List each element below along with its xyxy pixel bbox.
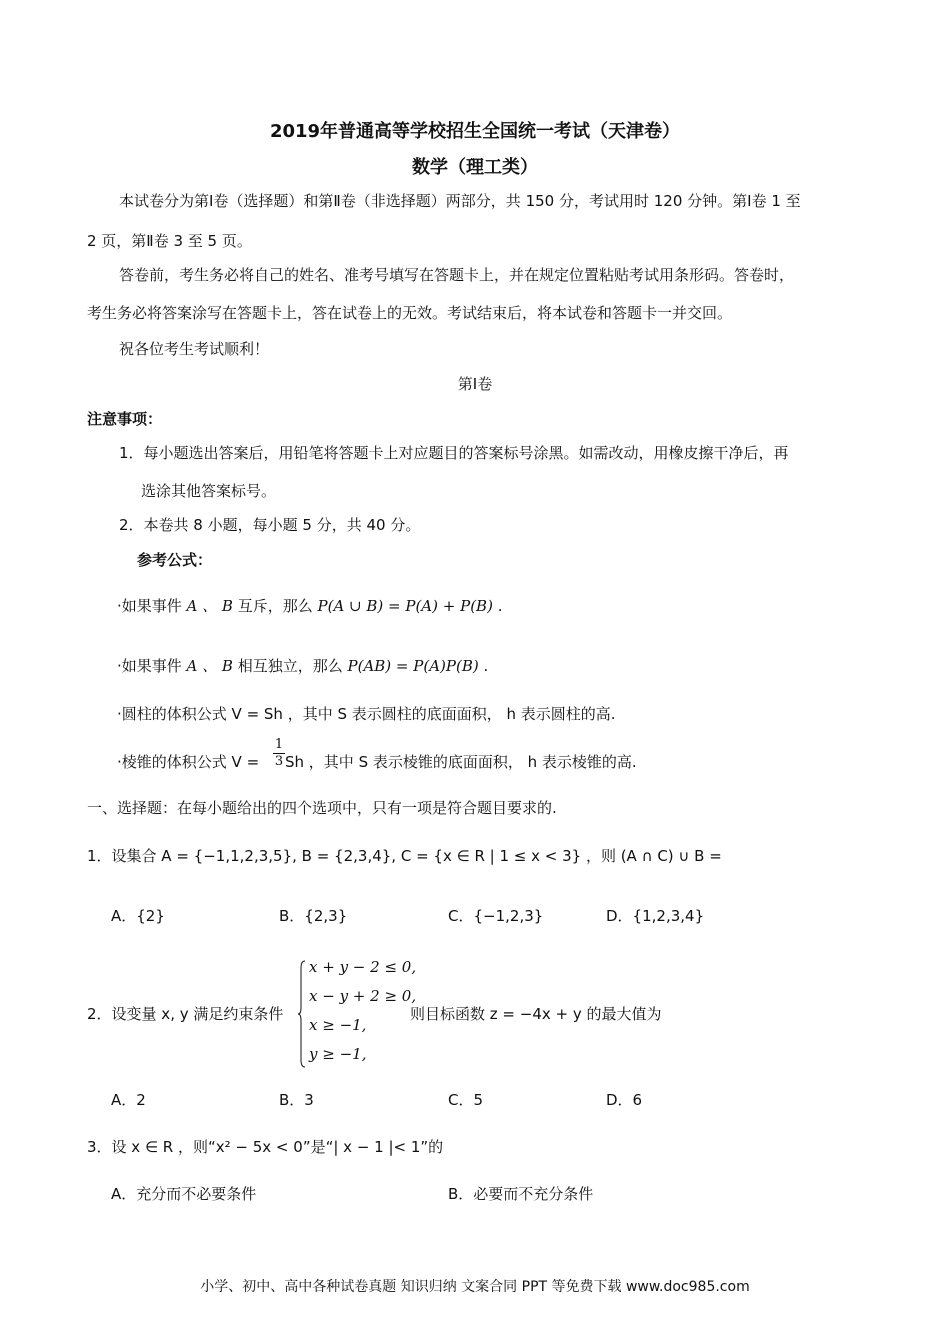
system-line-3: x ≥ −1, — [309, 1016, 367, 1034]
system-line-1: x + y − 2 ≤ 0, — [309, 958, 417, 976]
page-title: 2019年普通高等学校招生全国统一考试（天津卷） — [269, 121, 681, 142]
system-line-4: y ≥ −1, — [309, 1045, 367, 1063]
system-brace — [298, 960, 306, 1068]
formula-2-suffix: . — [478, 657, 489, 675]
question-2-option-d: D．6 — [606, 1091, 643, 1109]
question-1-stem: 1．设集合 A = {−1,1,2,3,5}, B = {2,3,4}, C = {x ∈ R | 1 ≤ x < 3} ，则 (A ∩ C) ∪ B = — [87, 847, 722, 865]
page-subtitle: 数学（理工类） — [412, 157, 538, 178]
intro-paragraph-2-line-1: 答卷前，考生务必将自己的姓名、准考号填写在答题卡上，并在规定位置粘贴考试用条形码。答卷时， — [119, 266, 795, 284]
question-1-option-c: C．{−1,2,3} — [448, 907, 544, 925]
formula-2-events: A 、 B — [186, 657, 233, 675]
formula-line-4-post: Sh ，其中 S 表示棱锥的底面面积， h 表示棱锥的高. — [285, 753, 637, 771]
formula-1-prefix: ·如果事件 — [117, 597, 187, 615]
choice-section-heading: 一、选择题：在每小题给出的四个选项中，只有一项是符合题目要求的. — [87, 799, 557, 817]
system-line-2: x − y + 2 ≥ 0, — [309, 987, 417, 1005]
formula-2-expression: P(AB) = P(A)P(B) — [347, 657, 479, 675]
page-footer: 小学、初中、高中各种试卷真题 知识归纳 文案合同 PPT 等免费下载 www.doc985.com — [200, 1279, 750, 1295]
question-3-stem: 3．设 x ∈ R ，则“x² − 5x < 0”是“| x − 1 |< 1”的 — [87, 1138, 444, 1156]
notice-item-1-line-2: 选涂其他答案标号。 — [141, 482, 277, 500]
intro-paragraph-1-line-2: 2 页，第Ⅱ卷 3 至 5 页。 — [87, 232, 252, 250]
question-2-stem-post: 则目标函数 z = −4x + y 的最大值为 — [410, 1005, 662, 1023]
formula-1-mid: 互斥，那么 — [232, 597, 318, 615]
formula-1-expression: P(A ∪ B) = P(A) + P(B) — [317, 597, 493, 615]
question-3-option-a: A．充分而不必要条件 — [111, 1185, 257, 1203]
notice-item-2: 2．本卷共 8 小题，每小题 5 分，共 40 分。 — [119, 516, 421, 534]
formula-line-3: ·圆柱的体积公式 V = Sh ，其中 S 表示圆柱的底面面积， h 表示圆柱的高. — [117, 705, 616, 723]
formula-1-suffix: . — [492, 597, 503, 615]
question-2-option-c: C．5 — [448, 1091, 484, 1109]
question-1-option-d: D．{1,2,3,4} — [606, 907, 705, 925]
question-2-stem-pre: 2．设变量 x, y 满足约束条件 — [87, 1005, 284, 1023]
question-3-option-b: B．必要而不充分条件 — [448, 1185, 594, 1203]
question-1-option-b: B．{2,3} — [279, 907, 348, 925]
question-1-option-a: A．{2} — [111, 907, 165, 925]
formula-line-2 — [117, 655, 488, 677]
formula-title: 参考公式： — [137, 551, 213, 569]
question-2-option-a: A．2 — [111, 1091, 146, 1109]
volume-fraction — [273, 738, 285, 769]
notice-title: 注意事项： — [87, 410, 163, 428]
intro-paragraph-3: 祝各位考生考试顺利！ — [119, 340, 270, 358]
formula-2-prefix: ·如果事件 — [117, 657, 187, 675]
intro-paragraph-2-line-2: 考生务必将答案涂写在答题卡上，答在试卷上的无效。考试结束后，将本试卷和答题卡一并交回。 — [87, 304, 733, 322]
formula-line-1 — [117, 595, 502, 617]
formula-2-mid: 相互独立，那么 — [232, 657, 348, 675]
fraction-denominator: 3 — [274, 754, 284, 769]
section-heading: 第Ⅰ卷 — [457, 375, 493, 393]
intro-paragraph-1-line-1: 本试卷分为第Ⅰ卷（选择题）和第Ⅱ卷（非选择题）两部分，共 150 分，考试用时 120 分钟。第Ⅰ卷 1 至 — [119, 192, 801, 210]
question-2-option-b: B．3 — [279, 1091, 314, 1109]
notice-item-1-line-1: 1．每小题选出答案后，用铅笔将答题卡上对应题目的答案标号涂黑。如需改动，用橡皮擦干净后，再 — [119, 444, 789, 462]
fraction-numerator: 1 — [274, 737, 284, 752]
formula-line-4-pre: ·棱锥的体积公式 V = — [117, 753, 260, 771]
formula-1-events: A 、 B — [186, 597, 233, 615]
